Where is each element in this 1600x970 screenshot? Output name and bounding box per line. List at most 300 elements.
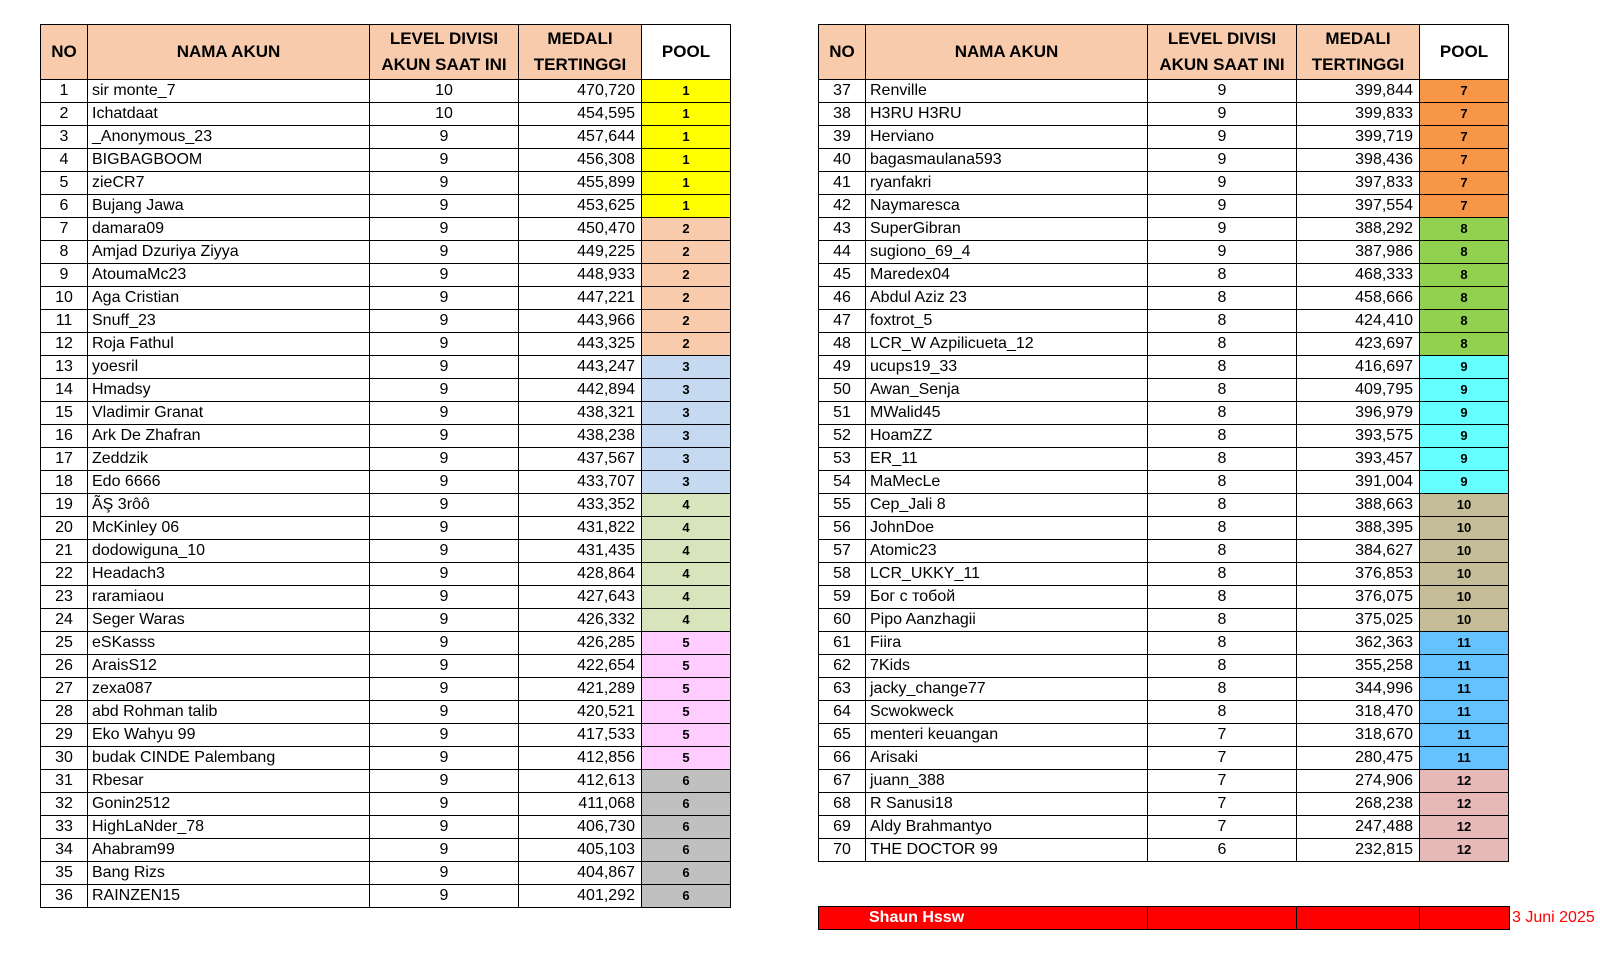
footer-cell (1297, 907, 1420, 930)
highest-medal: 431,435 (519, 540, 642, 563)
footer-name: Shaun Hssw (819, 907, 1148, 930)
highest-medal: 453,625 (519, 195, 642, 218)
account-name: LCR_UKKY_11 (866, 563, 1148, 586)
division-level: 9 (1148, 172, 1297, 195)
header-level: LEVEL DIVISI AKUN SAAT INI (1148, 25, 1297, 80)
highest-medal: 388,292 (1297, 218, 1420, 241)
header-medal: MEDALI TERTINGGI (519, 25, 642, 80)
division-level: 9 (370, 448, 519, 471)
account-name: juann_388 (866, 770, 1148, 793)
pool-number: 6 (642, 839, 731, 862)
pool-number: 7 (1420, 149, 1509, 172)
header-name: NAMA AKUN (88, 25, 370, 80)
pool-number: 6 (642, 770, 731, 793)
division-level: 9 (1148, 103, 1297, 126)
account-name: Snuff_23 (88, 310, 370, 333)
account-name: Zeddzik (88, 448, 370, 471)
account-name: Gonin2512 (88, 793, 370, 816)
table-row (41, 80, 731, 103)
footer-bar (818, 906, 1510, 930)
row-number: 35 (41, 862, 88, 885)
row-number: 46 (819, 287, 866, 310)
header-medal: MEDALI TERTINGGI (1297, 25, 1420, 80)
row-number: 13 (41, 356, 88, 379)
row-number: 61 (819, 632, 866, 655)
account-name: Hmadsy (88, 379, 370, 402)
division-level: 9 (370, 586, 519, 609)
division-level: 9 (370, 195, 519, 218)
row-number: 22 (41, 563, 88, 586)
division-level: 9 (370, 816, 519, 839)
row-number: 33 (41, 816, 88, 839)
row-number: 31 (41, 770, 88, 793)
division-level: 9 (370, 724, 519, 747)
pool-number: 6 (642, 885, 731, 908)
highest-medal: 417,533 (519, 724, 642, 747)
division-level: 10 (370, 103, 519, 126)
pool-number: 6 (642, 793, 731, 816)
highest-medal: 448,933 (519, 264, 642, 287)
pool-number: 3 (642, 471, 731, 494)
table-row (41, 356, 731, 379)
division-level: 9 (370, 149, 519, 172)
division-level: 9 (370, 287, 519, 310)
pool-number: 5 (642, 747, 731, 770)
pool-number: 10 (1420, 517, 1509, 540)
highest-medal: 450,470 (519, 218, 642, 241)
account-name: raramiaou (88, 586, 370, 609)
division-level: 9 (370, 540, 519, 563)
row-number: 2 (41, 103, 88, 126)
highest-medal: 280,475 (1297, 747, 1420, 770)
table-row (819, 425, 1509, 448)
account-name: HighLaNder_78 (88, 816, 370, 839)
highest-medal: 396,979 (1297, 402, 1420, 425)
row-number: 42 (819, 195, 866, 218)
table-row (819, 770, 1509, 793)
pool-number: 4 (642, 540, 731, 563)
division-level: 7 (1148, 747, 1297, 770)
table-row (41, 149, 731, 172)
account-name: R Sanusi18 (866, 793, 1148, 816)
highest-medal: 404,867 (519, 862, 642, 885)
row-number: 6 (41, 195, 88, 218)
account-name: Herviano (866, 126, 1148, 149)
division-level: 9 (1148, 80, 1297, 103)
highest-medal: 393,457 (1297, 448, 1420, 471)
division-level: 9 (370, 356, 519, 379)
highest-medal: 457,644 (519, 126, 642, 149)
row-number: 39 (819, 126, 866, 149)
pool-number: 12 (1420, 816, 1509, 839)
highest-medal: 424,410 (1297, 310, 1420, 333)
table-body-left (41, 80, 731, 908)
row-number: 48 (819, 333, 866, 356)
account-name: Cep_Jali 8 (866, 494, 1148, 517)
account-name: Naymaresca (866, 195, 1148, 218)
division-level: 9 (370, 172, 519, 195)
table-row (41, 609, 731, 632)
division-level: 9 (370, 425, 519, 448)
highest-medal: 388,395 (1297, 517, 1420, 540)
division-level: 9 (370, 241, 519, 264)
highest-medal: 399,844 (1297, 80, 1420, 103)
account-name: JohnDoe (866, 517, 1148, 540)
highest-medal: 384,627 (1297, 540, 1420, 563)
row-number: 44 (819, 241, 866, 264)
pool-number: 12 (1420, 770, 1509, 793)
table-row (819, 241, 1509, 264)
division-level: 9 (370, 839, 519, 862)
table-row (819, 678, 1509, 701)
division-level: 8 (1148, 310, 1297, 333)
highest-medal: 375,025 (1297, 609, 1420, 632)
account-name: BIGBAGBOOM (88, 149, 370, 172)
division-level: 9 (370, 494, 519, 517)
account-name: dodowiguna_10 (88, 540, 370, 563)
row-number: 69 (819, 816, 866, 839)
table-row (41, 655, 731, 678)
row-number: 17 (41, 448, 88, 471)
account-name: Ichatdaat (88, 103, 370, 126)
table-row (41, 632, 731, 655)
highest-medal: 443,247 (519, 356, 642, 379)
highest-medal: 247,488 (1297, 816, 1420, 839)
row-number: 3 (41, 126, 88, 149)
table-row (819, 747, 1509, 770)
division-level: 9 (1148, 241, 1297, 264)
division-level: 9 (370, 885, 519, 908)
account-name: ucups19_33 (866, 356, 1148, 379)
row-number: 58 (819, 563, 866, 586)
table-row (819, 172, 1509, 195)
table-row (41, 816, 731, 839)
row-number: 43 (819, 218, 866, 241)
account-name: abd Rohman talib (88, 701, 370, 724)
highest-medal: 438,238 (519, 425, 642, 448)
table-row (819, 218, 1509, 241)
account-name: Ahabram99 (88, 839, 370, 862)
division-level: 8 (1148, 356, 1297, 379)
table-row (819, 724, 1509, 747)
row-number: 8 (41, 241, 88, 264)
row-number: 50 (819, 379, 866, 402)
row-number: 62 (819, 655, 866, 678)
highest-medal: 388,663 (1297, 494, 1420, 517)
pool-number: 8 (1420, 264, 1509, 287)
row-number: 56 (819, 517, 866, 540)
table-row (819, 126, 1509, 149)
pool-number: 9 (1420, 471, 1509, 494)
highest-medal: 443,325 (519, 333, 642, 356)
pool-number: 8 (1420, 218, 1509, 241)
table-row (41, 862, 731, 885)
division-level: 7 (1148, 816, 1297, 839)
pool-number: 1 (642, 103, 731, 126)
table-row (41, 724, 731, 747)
table-row (819, 655, 1509, 678)
row-number: 63 (819, 678, 866, 701)
pool-number: 4 (642, 609, 731, 632)
highest-medal: 456,308 (519, 149, 642, 172)
row-number: 20 (41, 517, 88, 540)
account-name: McKinley 06 (88, 517, 370, 540)
account-name: Amjad Dzuriya Ziyya (88, 241, 370, 264)
row-number: 25 (41, 632, 88, 655)
account-name: 7Kids (866, 655, 1148, 678)
highest-medal: 412,613 (519, 770, 642, 793)
account-name: RAINZEN15 (88, 885, 370, 908)
division-level: 8 (1148, 402, 1297, 425)
table-row (819, 586, 1509, 609)
pool-number: 3 (642, 425, 731, 448)
highest-medal: 387,986 (1297, 241, 1420, 264)
table-row (819, 563, 1509, 586)
row-number: 57 (819, 540, 866, 563)
row-number: 5 (41, 172, 88, 195)
highest-medal: 412,856 (519, 747, 642, 770)
pool-number: 3 (642, 448, 731, 471)
division-level: 9 (370, 793, 519, 816)
footer-cell (1420, 907, 1510, 930)
header-row (41, 25, 731, 80)
table-row (819, 816, 1509, 839)
account-name: Бог с тобой (866, 586, 1148, 609)
row-number: 45 (819, 264, 866, 287)
pool-number: 11 (1420, 701, 1509, 724)
table-row (41, 448, 731, 471)
table-row (819, 701, 1509, 724)
row-number: 68 (819, 793, 866, 816)
highest-medal: 274,906 (1297, 770, 1420, 793)
account-name: Aga Cristian (88, 287, 370, 310)
table-row (819, 333, 1509, 356)
account-name: _Anonymous_23 (88, 126, 370, 149)
pool-number: 10 (1420, 494, 1509, 517)
row-number: 60 (819, 609, 866, 632)
row-number: 38 (819, 103, 866, 126)
table-row (819, 471, 1509, 494)
account-name: Vladimir Granat (88, 402, 370, 425)
account-name: bagasmaulana593 (866, 149, 1148, 172)
division-level: 8 (1148, 563, 1297, 586)
highest-medal: 455,899 (519, 172, 642, 195)
pool-number: 4 (642, 563, 731, 586)
row-number: 11 (41, 310, 88, 333)
pool-number: 4 (642, 517, 731, 540)
table-row (819, 103, 1509, 126)
pool-number: 5 (642, 724, 731, 747)
account-name: Abdul Aziz 23 (866, 287, 1148, 310)
account-name: eSKasss (88, 632, 370, 655)
pool-number: 12 (1420, 793, 1509, 816)
row-number: 29 (41, 724, 88, 747)
account-name: budak CINDE Palembang (88, 747, 370, 770)
table-row (819, 448, 1509, 471)
table-row (819, 494, 1509, 517)
highest-medal: 449,225 (519, 241, 642, 264)
account-name: SuperGibran (866, 218, 1148, 241)
highest-medal: 399,719 (1297, 126, 1420, 149)
row-number: 27 (41, 678, 88, 701)
division-level: 9 (1148, 218, 1297, 241)
row-number: 70 (819, 839, 866, 862)
highest-medal: 232,815 (1297, 839, 1420, 862)
table-row (41, 402, 731, 425)
table-row (41, 701, 731, 724)
table-row (41, 517, 731, 540)
table-row (41, 333, 731, 356)
pool-number: 2 (642, 310, 731, 333)
division-level: 9 (370, 747, 519, 770)
account-name: Eko Wahyu 99 (88, 724, 370, 747)
pool-number: 11 (1420, 632, 1509, 655)
header-name: NAMA AKUN (866, 25, 1148, 80)
highest-medal: 406,730 (519, 816, 642, 839)
pool-number: 1 (642, 149, 731, 172)
pool-number: 5 (642, 655, 731, 678)
pool-number: 10 (1420, 540, 1509, 563)
header-pool: POOL (1420, 25, 1509, 80)
table-row (41, 839, 731, 862)
row-number: 65 (819, 724, 866, 747)
table-row (41, 586, 731, 609)
division-level: 7 (1148, 770, 1297, 793)
highest-medal: 431,822 (519, 517, 642, 540)
table-row (41, 540, 731, 563)
highest-medal: 437,567 (519, 448, 642, 471)
row-number: 40 (819, 149, 866, 172)
table-row (819, 195, 1509, 218)
header-no: NO (41, 25, 88, 80)
account-name: Bang Rizs (88, 862, 370, 885)
table-row (819, 609, 1509, 632)
highest-medal: 376,853 (1297, 563, 1420, 586)
pool-number: 8 (1420, 287, 1509, 310)
row-number: 24 (41, 609, 88, 632)
pool-number: 9 (1420, 448, 1509, 471)
account-name: damara09 (88, 218, 370, 241)
account-name: ryanfakri (866, 172, 1148, 195)
pool-number: 9 (1420, 356, 1509, 379)
account-name: jacky_change77 (866, 678, 1148, 701)
footer-date: 3 Juni 2025 (1512, 909, 1595, 926)
highest-medal: 422,654 (519, 655, 642, 678)
table-row (41, 103, 731, 126)
pool-number: 3 (642, 356, 731, 379)
pool-number: 2 (642, 287, 731, 310)
division-level: 8 (1148, 586, 1297, 609)
highest-medal: 454,595 (519, 103, 642, 126)
account-name: Headach3 (88, 563, 370, 586)
highest-medal: 468,333 (1297, 264, 1420, 287)
pool-number: 3 (642, 379, 731, 402)
highest-medal: 438,321 (519, 402, 642, 425)
row-number: 26 (41, 655, 88, 678)
pool-number: 5 (642, 678, 731, 701)
table-row (41, 195, 731, 218)
row-number: 9 (41, 264, 88, 287)
account-name: Seger Waras (88, 609, 370, 632)
highest-medal: 397,554 (1297, 195, 1420, 218)
row-number: 16 (41, 425, 88, 448)
division-level: 8 (1148, 701, 1297, 724)
division-level: 8 (1148, 678, 1297, 701)
account-name: Scwokweck (866, 701, 1148, 724)
highest-medal: 423,697 (1297, 333, 1420, 356)
table-row (41, 126, 731, 149)
division-level: 8 (1148, 471, 1297, 494)
table-row (41, 241, 731, 264)
account-name: THE DOCTOR 99 (866, 839, 1148, 862)
table-row (41, 310, 731, 333)
account-name: Aldy Brahmantyo (866, 816, 1148, 839)
pool-number: 11 (1420, 747, 1509, 770)
highest-medal: 393,575 (1297, 425, 1420, 448)
table-row (819, 379, 1509, 402)
row-number: 12 (41, 333, 88, 356)
highest-medal: 318,670 (1297, 724, 1420, 747)
pool-number: 10 (1420, 586, 1509, 609)
pool-number: 3 (642, 402, 731, 425)
division-level: 9 (370, 678, 519, 701)
account-name: AraisS12 (88, 655, 370, 678)
pool-number: 4 (642, 586, 731, 609)
account-name: H3RU H3RU (866, 103, 1148, 126)
division-level: 9 (370, 310, 519, 333)
row-number: 67 (819, 770, 866, 793)
division-level: 9 (370, 632, 519, 655)
highest-medal: 433,707 (519, 471, 642, 494)
highest-medal: 401,292 (519, 885, 642, 908)
highest-medal: 391,004 (1297, 471, 1420, 494)
row-number: 21 (41, 540, 88, 563)
division-level: 9 (370, 517, 519, 540)
row-number: 10 (41, 287, 88, 310)
table-row (41, 793, 731, 816)
account-name: zexa087 (88, 678, 370, 701)
row-number: 1 (41, 80, 88, 103)
account-name: Arisaki (866, 747, 1148, 770)
row-number: 32 (41, 793, 88, 816)
table-row (41, 379, 731, 402)
row-number: 18 (41, 471, 88, 494)
table-row (41, 218, 731, 241)
pool-number: 11 (1420, 724, 1509, 747)
division-level: 9 (370, 609, 519, 632)
table-row (41, 172, 731, 195)
row-number: 47 (819, 310, 866, 333)
table-row (41, 494, 731, 517)
row-number: 51 (819, 402, 866, 425)
row-number: 36 (41, 885, 88, 908)
header-row (819, 25, 1509, 80)
account-name: Fiira (866, 632, 1148, 655)
highest-medal: 458,666 (1297, 287, 1420, 310)
row-number: 66 (819, 747, 866, 770)
pool-number: 2 (642, 241, 731, 264)
pool-number: 9 (1420, 425, 1509, 448)
account-name: foxtrot_5 (866, 310, 1148, 333)
division-level: 8 (1148, 494, 1297, 517)
row-number: 28 (41, 701, 88, 724)
pool-number: 6 (642, 816, 731, 839)
ranking-table-left (40, 24, 731, 908)
table-row (819, 287, 1509, 310)
pool-number: 7 (1420, 103, 1509, 126)
account-name: Maredex04 (866, 264, 1148, 287)
row-number: 19 (41, 494, 88, 517)
